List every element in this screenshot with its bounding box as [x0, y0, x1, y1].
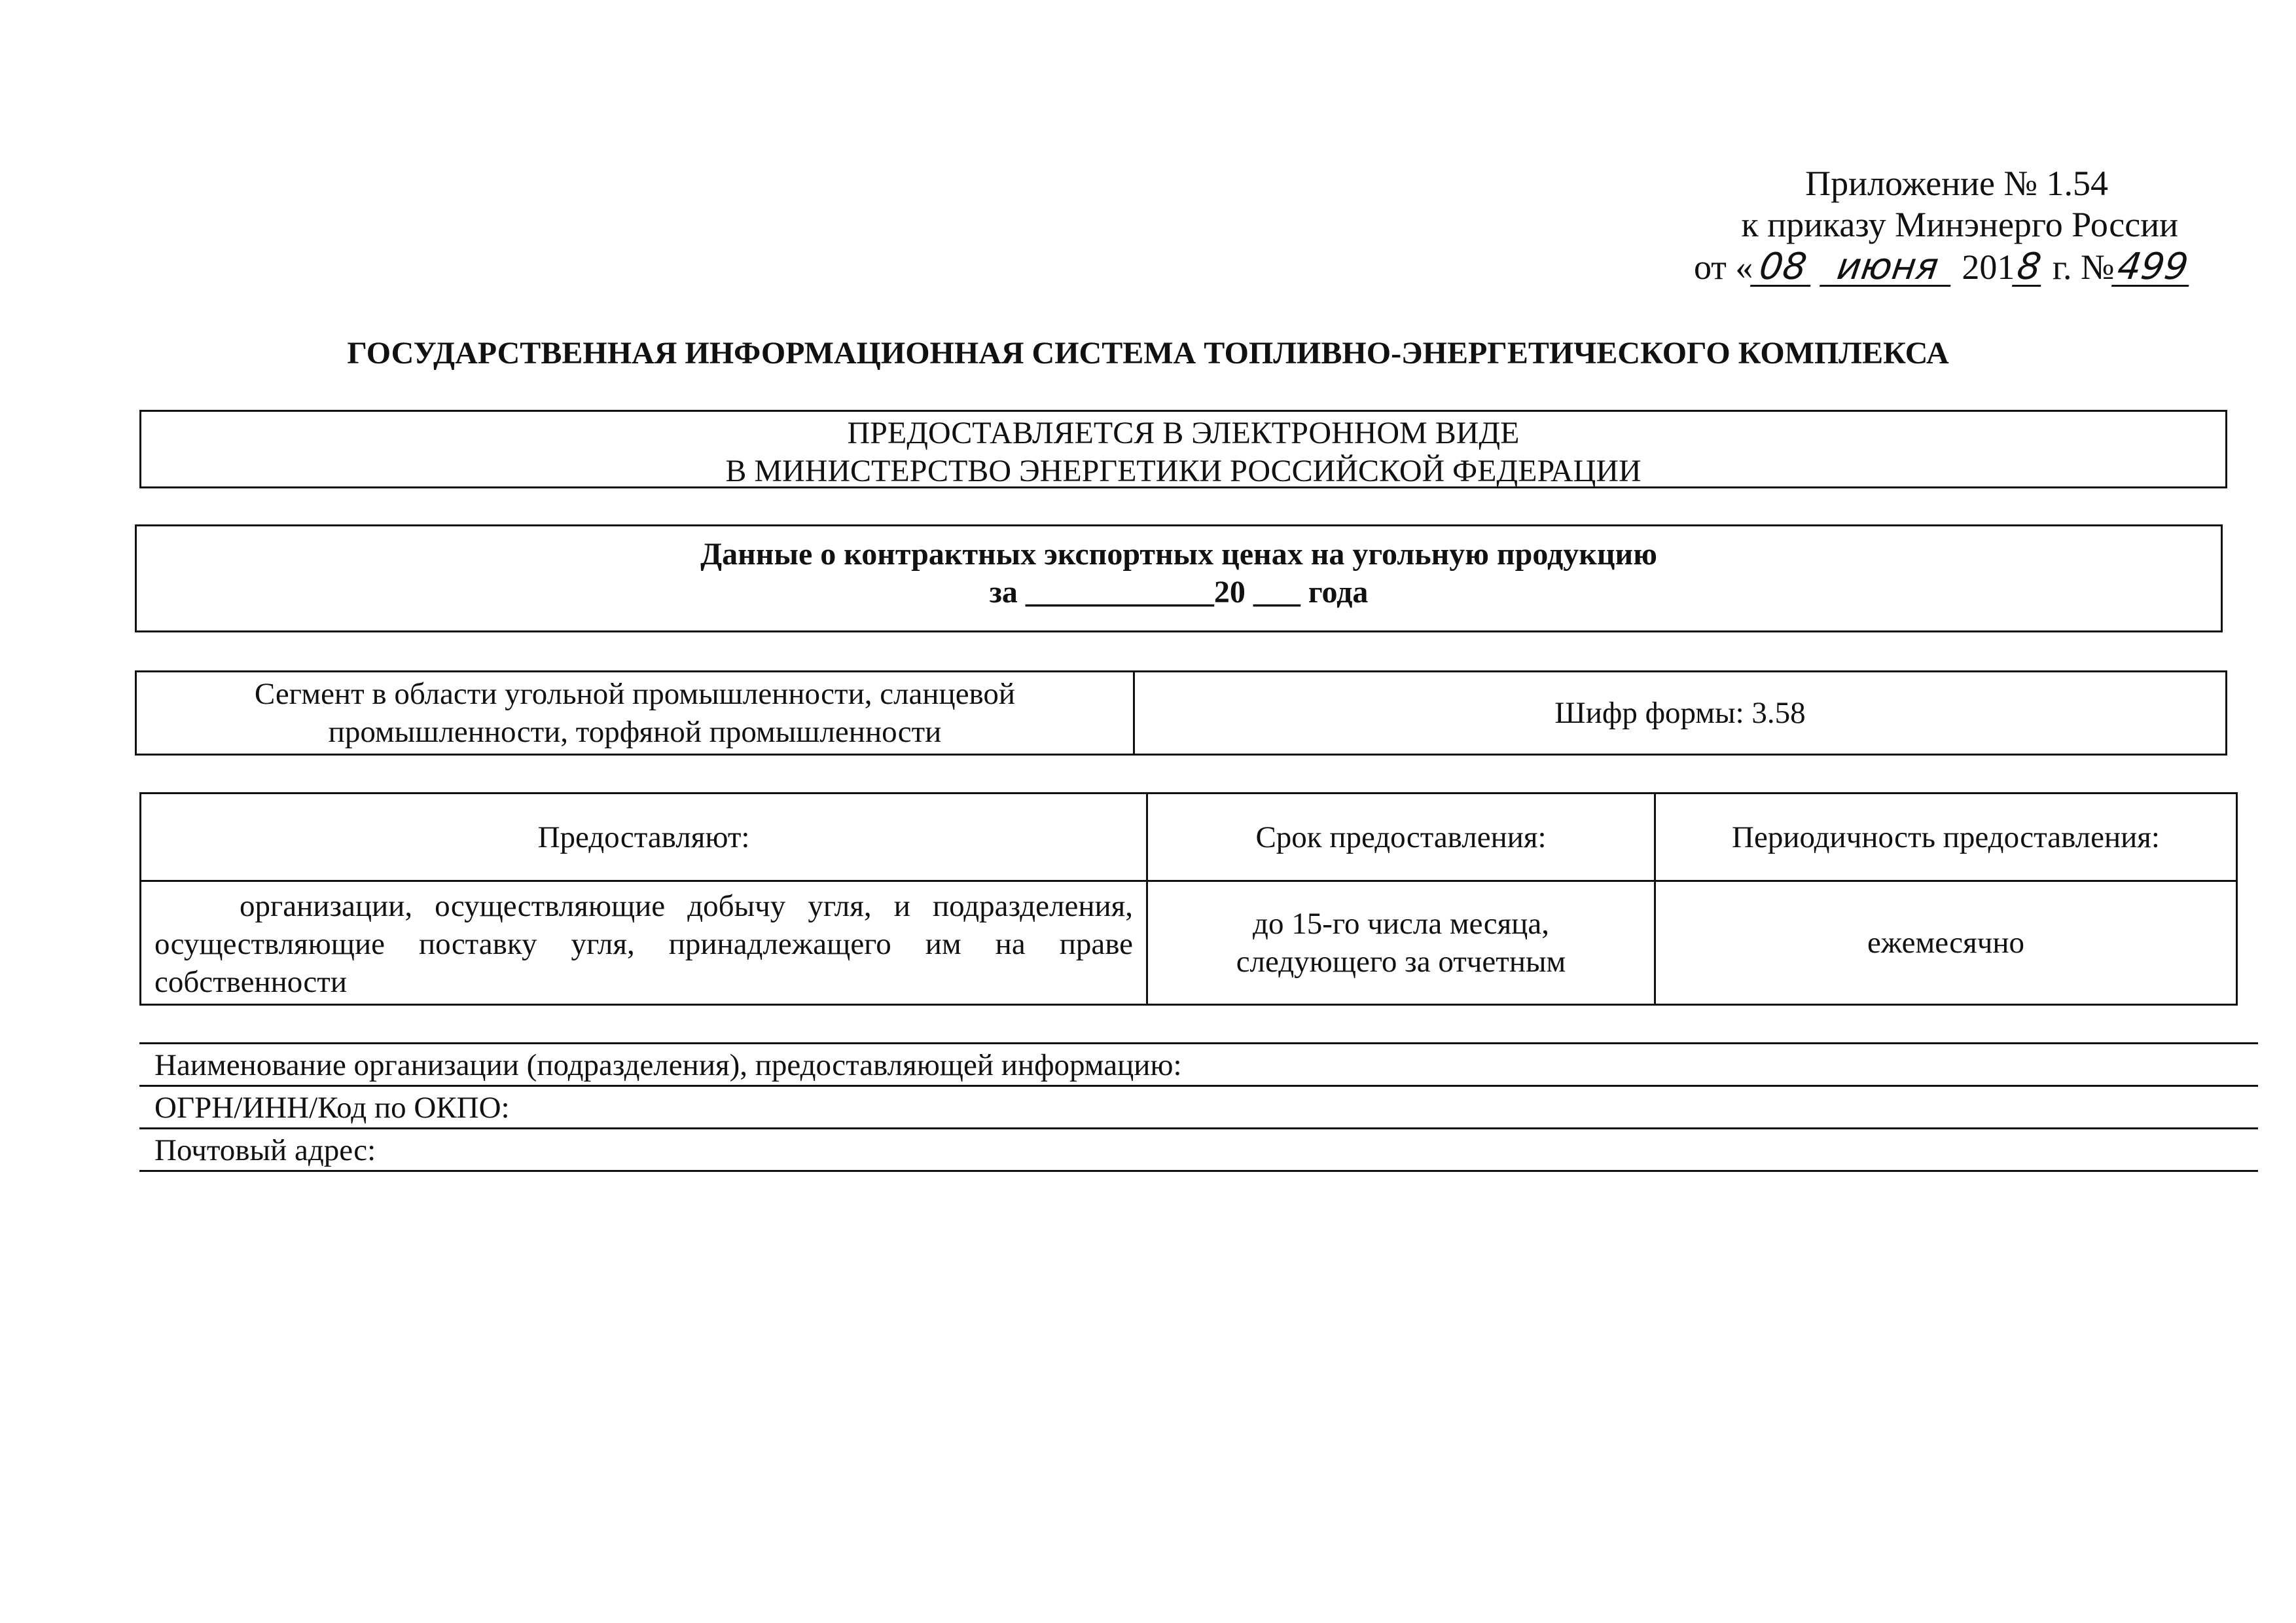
order-number-label: г. № — [2052, 247, 2115, 287]
table-header-cell — [1146, 794, 1654, 880]
submission-box — [139, 410, 2227, 488]
date-year-suffix-handwritten: 8 — [2012, 249, 2046, 287]
date-prefix: от « — [1694, 247, 1753, 287]
appendix-number: Приложение № 1.54 — [1805, 164, 2108, 203]
form-title-box — [135, 524, 2223, 632]
table-header-cell — [1654, 794, 2236, 880]
field-separator — [139, 1085, 2258, 1087]
date-year-prefix: 201 — [1962, 247, 2015, 287]
cipher-cell — [1133, 672, 2225, 754]
field-separator — [139, 1170, 2258, 1172]
system-title: ГОСУДАРСТВЕННАЯ ИНФОРМАЦИОННАЯ СИСТЕМА ТОПЛИВНО-ЭНЕРГЕТИЧЕСКОГО КОМПЛЕКСА — [347, 336, 1949, 371]
form-title: Данные о контрактных экспортных ценах на угольную продукцию — [700, 537, 1657, 572]
date-month-handwritten: июня — [1820, 249, 1956, 287]
form-cipher: Шифр формы: 3.58 — [1554, 696, 1806, 730]
table-row — [141, 882, 1146, 1004]
table-header-cell — [141, 794, 1146, 880]
segment-text: Сегмент в области угольной промышленности, сланцевой промышленности, торфяной промышленности — [254, 677, 1016, 749]
org-name-field: Наименование организации (подразделения), предоставляющей информацию: — [154, 1048, 1182, 1082]
header-deadline: Срок предоставления: — [1255, 820, 1547, 854]
header-who: Предоставляют: — [537, 820, 750, 854]
order-reference: к приказу Минэнерго России — [1741, 205, 2178, 244]
ogrn-inn-okpo-field: ОГРН/ИНН/Код по ОКПО: — [154, 1091, 510, 1125]
postal-address-field: Почтовый адрес: — [154, 1133, 376, 1167]
table-row — [1654, 882, 2236, 1004]
submitters-text: организации, осуществляющие добычу угля, и подразделения, осуществляющие поставку угля, принадлежащего им на праве собственности — [154, 889, 1133, 999]
periodicity-text: ежемесячно — [1867, 926, 2025, 960]
submission-line-2: В МИНИСТЕРСТВО ЭНЕРГЕТИКИ РОССИЙСКОЙ ФЕДЕРАЦИИ — [725, 454, 1641, 488]
segment-row — [135, 670, 2227, 756]
field-separator — [139, 1042, 2258, 1044]
order-date-line — [1694, 244, 2191, 290]
segment-cell — [137, 672, 1133, 754]
table-row — [1146, 882, 1654, 1004]
header-periodicity: Периодичность предоставления: — [1732, 820, 2160, 854]
form-period: за ____________20 ___ года — [989, 575, 1369, 610]
date-day-handwritten: 08 — [1750, 249, 1816, 287]
submission-line-1: ПРЕДОСТАВЛЯЕТСЯ В ЭЛЕКТРОННОМ ВИДЕ — [847, 416, 1520, 450]
order-number-handwritten: 499 — [2111, 249, 2194, 287]
submission-table — [139, 792, 2238, 1006]
field-separator — [139, 1127, 2258, 1129]
deadline-text: до 15-го числа месяца, следующего за отчетным — [1236, 907, 1566, 979]
